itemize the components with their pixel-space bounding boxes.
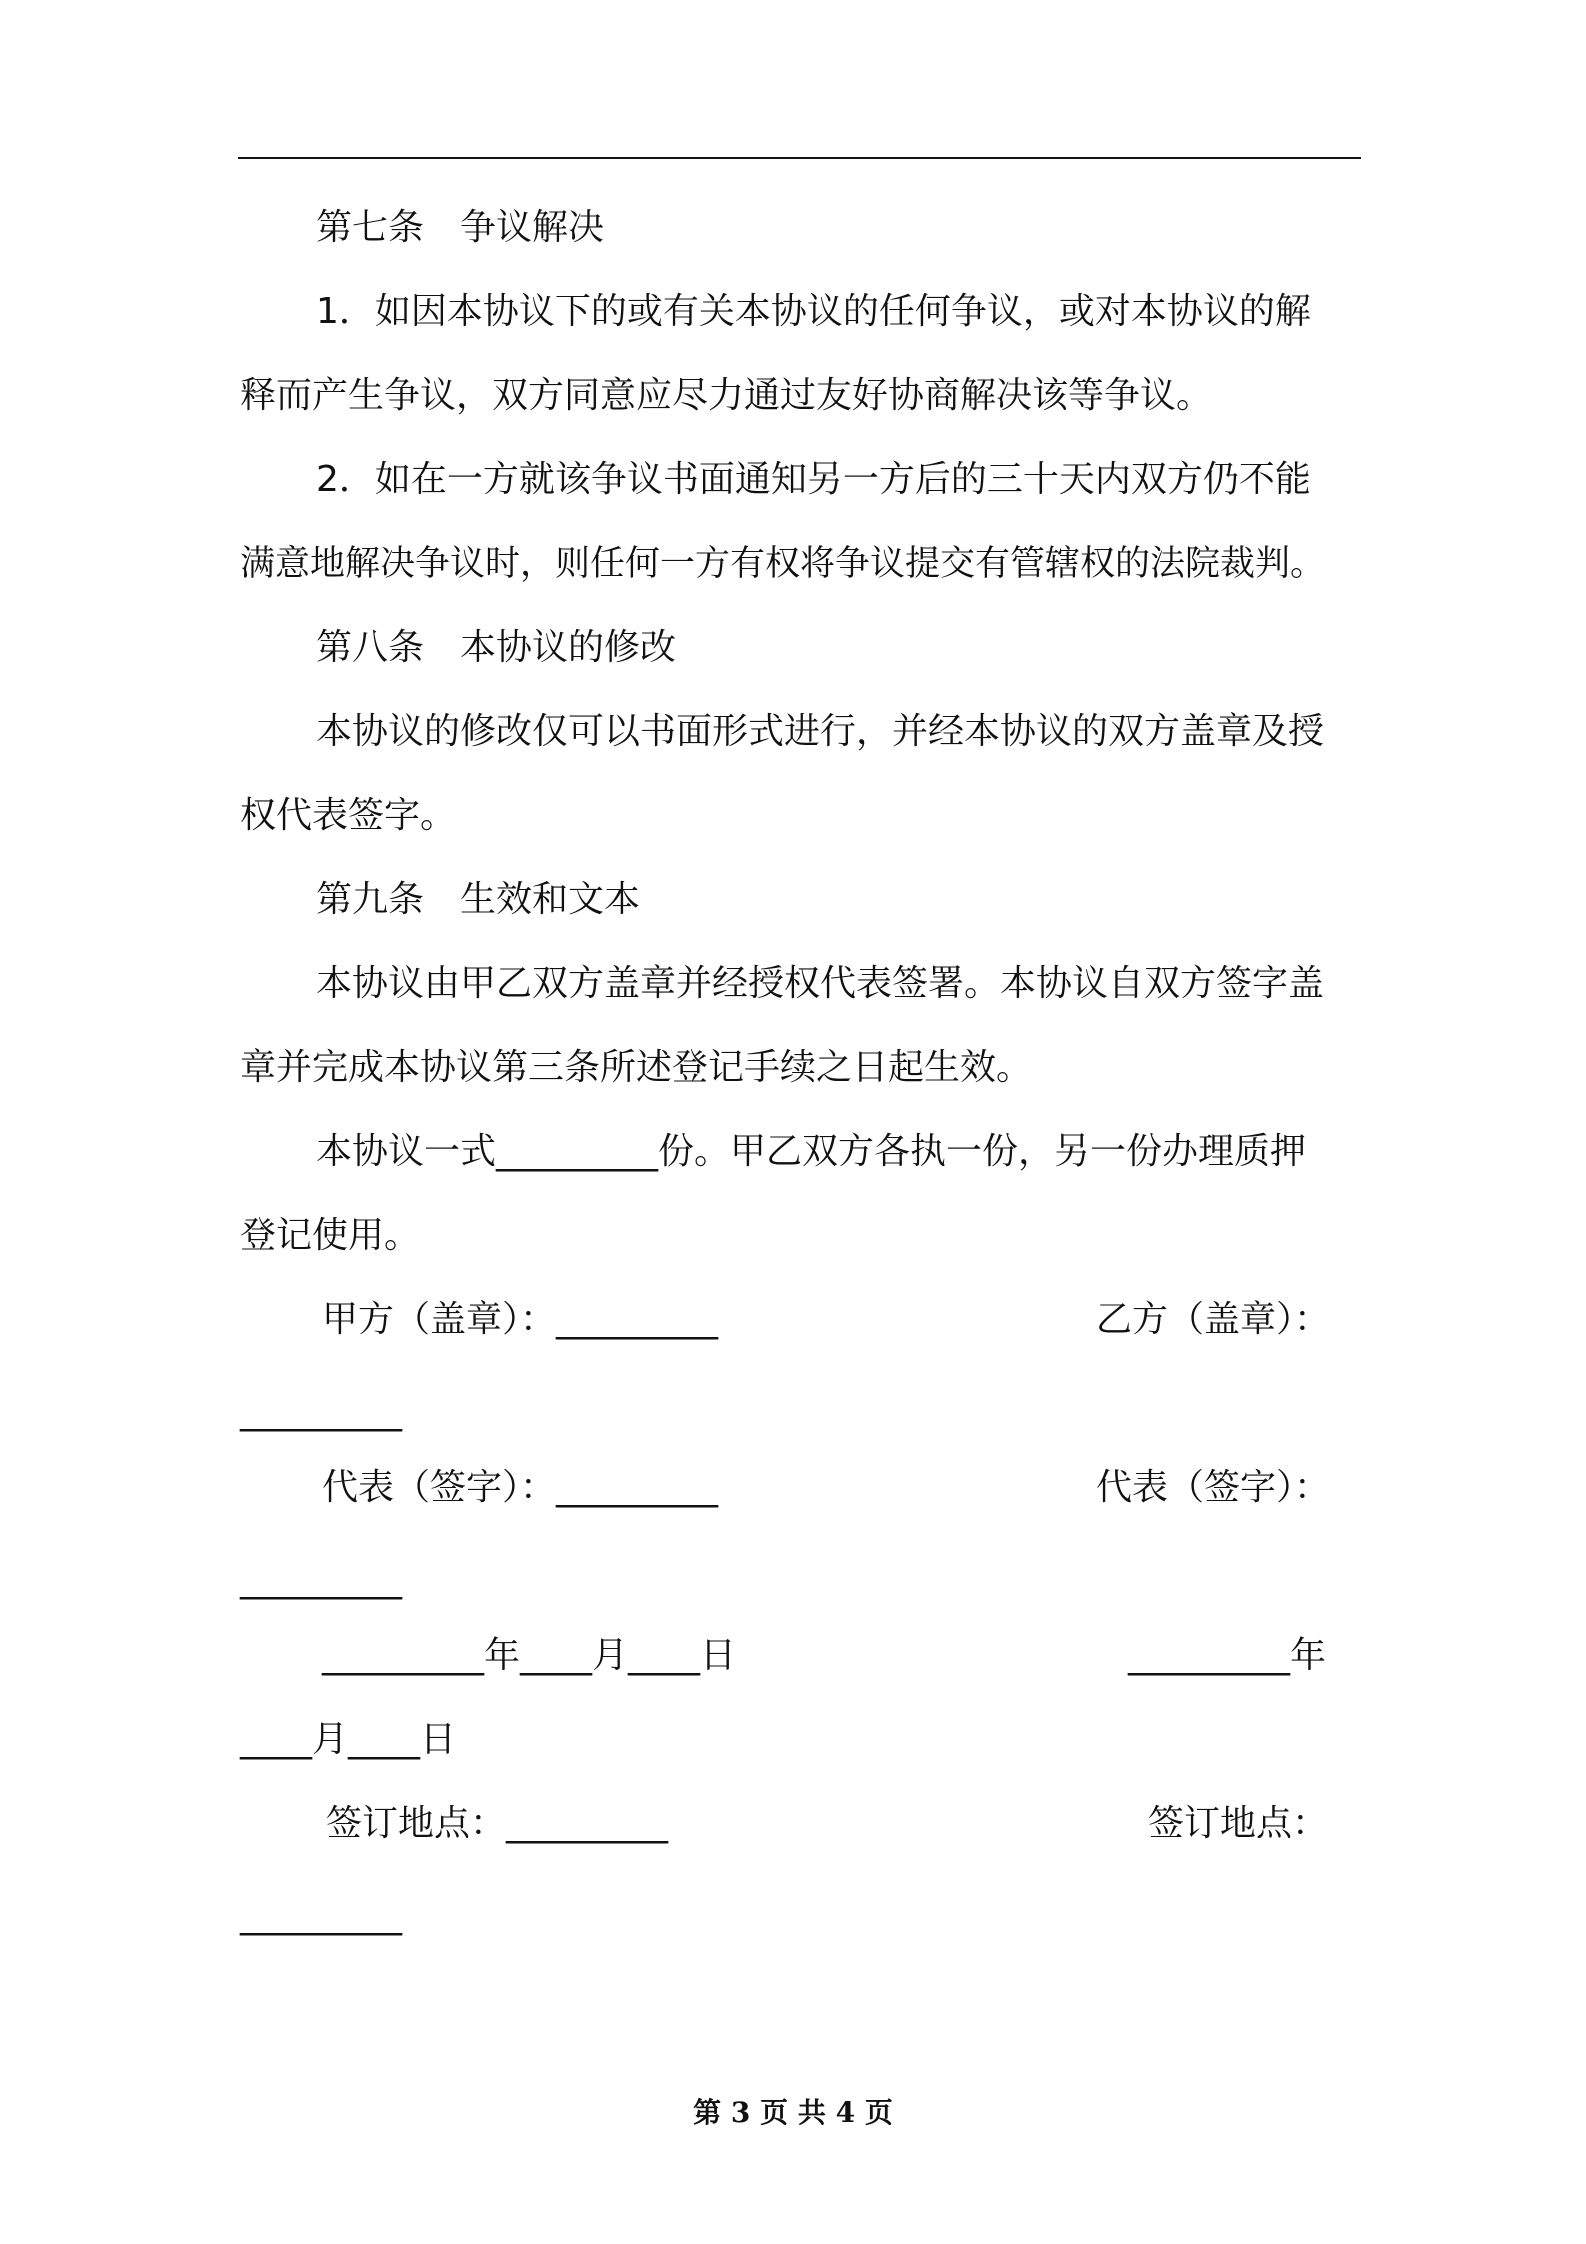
party-b-seal-blank: _________: [240, 1391, 402, 1432]
party-b-date-year: _________年: [1128, 1635, 1327, 1676]
article7-item2-line2: 满意地解决争议时，则任何一方有权将争议提交有管辖权的法院裁判。: [240, 544, 1326, 584]
party-b-date-rest: ____月____日: [240, 1719, 457, 1760]
article7-heading: 第七条 争议解决: [316, 207, 605, 248]
party-a-place: 签订地点：_________: [326, 1803, 669, 1844]
article8-para-line1: 本协议的修改仅可以书面形式进行，并经本协议的双方盖章及授: [316, 711, 1325, 752]
article7-item2-line1: 2．如在一方就该争议书面通知另一方后的三十天内双方仍不能: [316, 459, 1311, 500]
party-b-place: 签订地点：: [1148, 1803, 1329, 1844]
party-a-rep: 代表（签字）：_________: [322, 1467, 719, 1508]
party-a-seal: 甲方（盖章）：_________: [322, 1299, 719, 1340]
article8-para-line2: 权代表签字。: [240, 795, 457, 836]
article9-para1-line2: 章并完成本协议第三条所述登记手续之日起生效。: [240, 1047, 1033, 1088]
article9-para2-line1: 本协议一式_________份。甲乙双方各执一份，另一份办理质押: [316, 1131, 1307, 1172]
party-b-seal: 乙方（盖章）：: [1096, 1299, 1331, 1340]
party-a-date: _________年____月____日: [322, 1635, 736, 1676]
article9-heading: 第九条 生效和文本: [316, 879, 641, 920]
party-b-place-blank: _________: [240, 1895, 402, 1936]
party-b-rep-blank: _________: [240, 1559, 402, 1600]
article9-para1-line1: 本协议由甲乙双方盖章并经授权代表签署。本协议自双方签字盖: [316, 963, 1325, 1004]
article7-item1-line2: 释而产生争议，双方同意应尽力通过友好协商解决该等争议。: [240, 375, 1213, 416]
article7-item1-line1: 1．如因本协议下的或有关本协议的任何争议，或对本协议的解: [316, 291, 1311, 332]
party-b-rep: 代表（签字）：: [1096, 1467, 1331, 1508]
page-footer: 第 3 页 共 4 页: [693, 2096, 893, 2129]
header-rule: [238, 157, 1361, 159]
article9-para2-line2: 登记使用。: [240, 1215, 421, 1256]
article8-heading: 第八条 本协议的修改: [316, 627, 677, 668]
